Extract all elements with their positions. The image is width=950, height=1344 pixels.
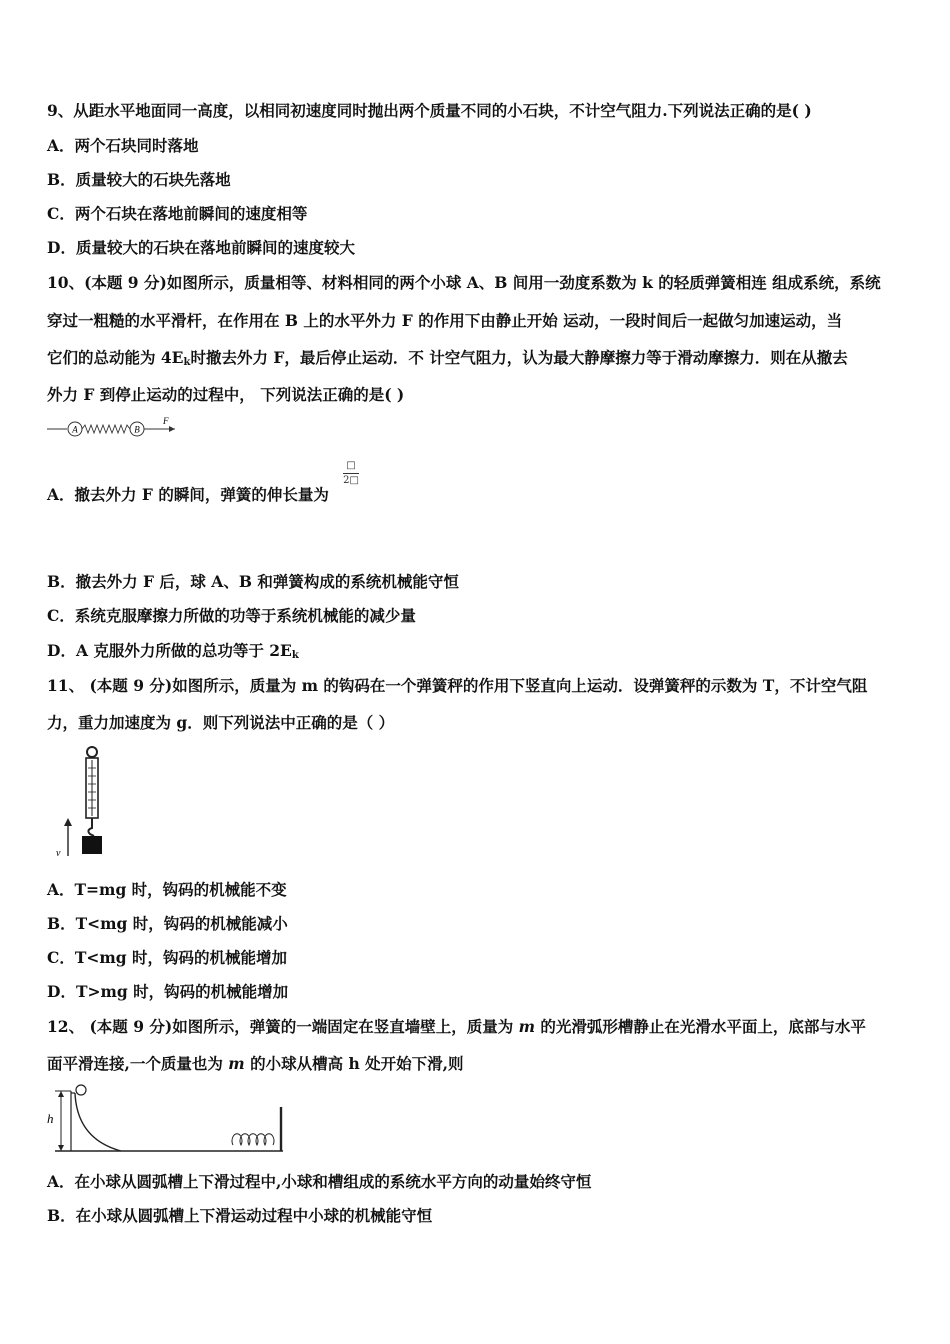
q10-option-a-fraction [343, 460, 359, 487]
q10-option-a: A．撤去外力 F 的瞬间，弹簧的伸长量为 [47, 485, 329, 504]
scale-ring [87, 747, 97, 757]
q10-spring-figure [45, 416, 180, 442]
scale-hook [88, 818, 94, 836]
small-ball [76, 1085, 86, 1095]
q12-option-b: B．在小球从圆弧槽上下滑运动过程中小球的机械能守恒 [47, 1206, 433, 1225]
q9-option-b: B．质量较大的石块先落地 [47, 170, 231, 189]
q12-option-a: A．在小球从圆弧槽上下滑过程中,小球和槽组成的系统水平方向的动量始终守恒 [47, 1172, 592, 1191]
q9-option-d: D．质量较大的石块在落地前瞬间的速度较大 [47, 238, 355, 257]
q11-stem-line1: 11、 (本题 9 分)如图所示，质量为 m 的钩码在一个弹簧秤的作用下竖直向上运动．设弹簧秤的示数为 T，不计空气阻 [47, 676, 868, 695]
q10-stem-line3: 它们的总动能为 4Ek时撤去外力 F，最后停止运动．不 计空气阻力，认为最大静摩擦力等于滑动摩擦力．则在从撤去 [47, 348, 848, 368]
arc-slot [75, 1093, 121, 1151]
q11-spring-scale-figure [50, 744, 120, 864]
q10-option-b: B．撤去外力 F 后，球 A、B 和弹簧构成的系统机械能守恒 [47, 572, 459, 591]
fraction-numerator: □ [346, 460, 356, 471]
spring [232, 1134, 274, 1145]
force-label: F [163, 416, 169, 426]
q10-stem-line2: 穿过一粗糙的水平滑杆，在作用在 B 上的水平外力 F 的作用下由静止开始 运动，一段时间后一起做匀加速运动，当 [47, 311, 843, 330]
hook-weight [82, 836, 102, 854]
q12-arc-slot-figure [45, 1083, 290, 1155]
height-label: h [47, 1111, 54, 1126]
q10-option-d: D．A 克服外力所做的总功等于 2Ek [47, 641, 299, 661]
q11-stem-line2: 力，重力加速度为 g．则下列说法中正确的是（ ） [47, 713, 395, 732]
q10-stem-line1: 10、(本题 9 分)如图所示，质量相等、材料相同的两个小球 A、B 间用一劲度系数为 k 的轻质弹簧相连 组成系统，系统 [47, 273, 881, 292]
q11-option-c: C．T<mg 时，钩码的机械能增加 [47, 948, 287, 967]
q11-option-d: D．T>mg 时，钩码的机械能增加 [47, 982, 289, 1001]
ball-b-label: B [134, 424, 140, 435]
spring [82, 425, 130, 433]
q12-stem-line1: 12、 (本题 9 分)如图所示，弹簧的一端固定在竖直墙壁上，质量为 m 的光滑弧形槽静止在光滑水平面上，底部与水平 [47, 1017, 866, 1036]
q10-option-c: C．系统克服摩擦力所做的功等于系统机械能的减少量 [47, 606, 416, 625]
q11-option-a: A．T=mg 时，钩码的机械能不变 [47, 880, 287, 899]
q9-option-a: A．两个石块同时落地 [47, 136, 199, 155]
fraction-denominator: 2□ [343, 475, 359, 486]
q10-stem-line4: 外力 F 到停止运动的过程中， 下列说法正确的是( ) [47, 385, 405, 404]
force-arrow [169, 426, 175, 432]
velocity-label: v [56, 848, 61, 859]
q9-stem: 9、从距水平地面同一高度，以相同初速度同时抛出两个质量不同的小石块，不计空气阻力.下列说法正确的是( ) [47, 101, 812, 120]
q12-stem-line2: 面平滑连接,一个质量也为 m 的小球从槽高 h 处开始下滑,则 [47, 1054, 464, 1073]
ball-a-label: A [72, 424, 78, 435]
q11-option-b: B．T<mg 时，钩码的机械能减小 [47, 914, 288, 933]
q9-option-c: C．两个石块在落地前瞬间的速度相等 [47, 204, 308, 223]
